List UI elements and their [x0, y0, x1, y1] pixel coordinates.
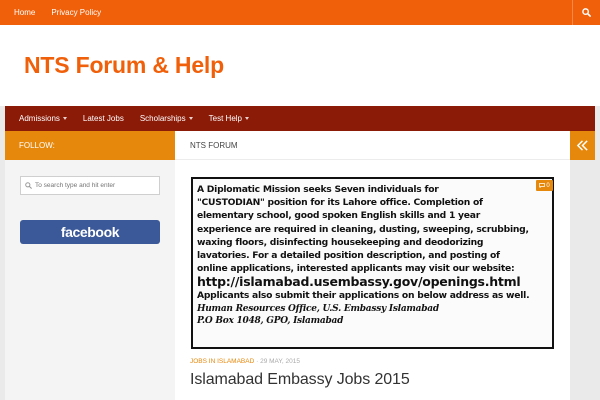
ad-line: lavatories. For a detailed position description, and posting of — [197, 250, 500, 262]
nav-item-admissions[interactable] — [11, 114, 75, 123]
ad-line: elementary school, good spoken English skills and 1 year — [197, 210, 481, 222]
post-thumbnail[interactable] — [191, 177, 554, 349]
ad-footer: Human Resources Office, U.S. Embassy Islamabad — [197, 303, 439, 314]
sidebar-search-input[interactable] — [35, 182, 155, 189]
nav-item-label: Admissions — [19, 114, 60, 123]
top-nav-home-link[interactable]: Home — [14, 8, 36, 17]
facebook-button[interactable]: facebook — [20, 220, 160, 244]
ad-line: "CUSTODIAN" position for its Lahore office. Completion of — [197, 197, 483, 209]
ad-line: A Diplomatic Mission seeks Seven individuals for — [197, 184, 439, 195]
ad-footer: P.O Box 1048, GPO, Islamabad — [197, 315, 344, 326]
caret-down-icon — [245, 117, 249, 120]
comment-count: 0 — [546, 182, 550, 189]
nav-item-label: Scholarships — [139, 114, 186, 123]
nav-item-label: Latest Jobs — [82, 114, 124, 123]
ad-line: Applicants also submit their applications on below address as well. — [197, 290, 530, 302]
search-icon — [25, 182, 32, 189]
ad-line: experience are required in cleaning, dusting, sweeping, scrubbing, — [197, 223, 529, 235]
ad-line: online applications, interested applicants may visit our website: — [197, 263, 515, 275]
ad-line: waxing floors, disinfecting housekeeping and deodorizing — [197, 236, 484, 248]
main-nav — [5, 106, 595, 131]
post-category-link[interactable]: JOBS IN ISLAMABAD — [190, 358, 255, 365]
comment-count-badge[interactable] — [536, 180, 553, 191]
post-date: 29 MAY, 2015 — [260, 358, 300, 365]
breadcrumb-bar — [175, 131, 570, 160]
nav-item-latest-jobs[interactable] — [75, 114, 132, 123]
comment-icon — [539, 183, 545, 188]
search-icon — [582, 8, 591, 17]
sidebar — [5, 131, 175, 400]
top-search-button[interactable] — [572, 0, 600, 25]
sidebar-search[interactable] — [20, 176, 160, 195]
breadcrumb: NTS FORUM — [190, 141, 238, 150]
nav-item-label: Test Help — [208, 114, 242, 123]
nav-item-scholarships[interactable] — [132, 114, 201, 123]
top-nav — [6, 0, 109, 25]
top-nav-privacy-link[interactable]: Privacy Policy — [51, 8, 102, 17]
ad-url: http://islamabad.usembassy.gov/openings.html — [197, 274, 521, 290]
follow-label: FOLLOW: — [5, 131, 175, 160]
double-chevron-left-icon — [576, 139, 589, 152]
top-bar — [0, 0, 600, 25]
caret-down-icon — [63, 117, 67, 120]
sidebar-toggle-button[interactable] — [570, 131, 595, 160]
post-meta — [190, 358, 300, 365]
post-title[interactable]: Islamabad Embassy Jobs 2015 — [190, 371, 410, 388]
site-title[interactable]: NTS Forum & Help — [24, 52, 224, 78]
main-content — [175, 131, 570, 400]
ad-text — [197, 183, 548, 327]
caret-down-icon — [189, 117, 193, 120]
nav-item-test-help[interactable] — [201, 114, 257, 123]
post-meta-separator: · — [256, 358, 259, 365]
